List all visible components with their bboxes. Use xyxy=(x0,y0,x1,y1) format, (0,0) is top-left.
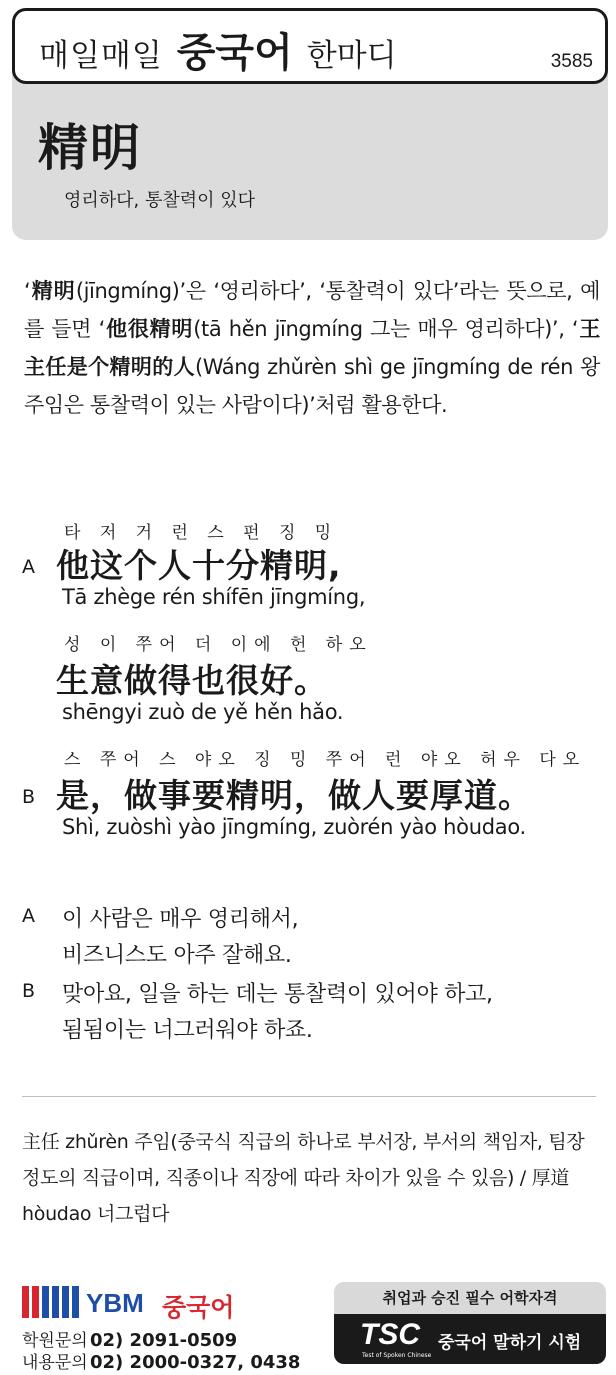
pinyin-line: Shì, zuòshì yào jīngmíng, zuòrén yào hòudao. xyxy=(62,815,526,839)
header-box xyxy=(12,8,608,84)
ybm-logo-text: YBM xyxy=(86,1288,144,1318)
explanation-text: ‘ xyxy=(24,279,31,303)
explanation-bold: 精明 xyxy=(30,279,76,303)
contact-label: 내용문의 xyxy=(22,1353,88,1373)
speaker-label: B xyxy=(22,980,36,1002)
tsc-logo: TSC xyxy=(360,1318,420,1351)
tsc-label: 중국어 말하기 시험 xyxy=(438,1333,582,1353)
contact-number: 02) 2091-0509 xyxy=(90,1330,238,1351)
translation-line: 비즈니스도 아주 잘해요. xyxy=(62,943,292,968)
tsc-bar xyxy=(334,1314,606,1364)
ybm-logo xyxy=(22,1284,262,1322)
explanation-bold: 王主任是个精明的人 xyxy=(24,317,601,379)
explanation-text: (tā hěn jīngmíng 그는 매우 영리하다)’, ‘ xyxy=(193,317,579,341)
tsc-banner xyxy=(334,1282,606,1364)
vocabulary-note: 主任 zhǔrèn 주임(중국식 직급의 하나로 부서장, 부서의 책임자, 팀장 정도의 직급이며, 직종이나 직장에 따라 차이가 있을 수 있음) / 厚道 hòudao 너그럽다 xyxy=(22,1131,585,1225)
speaker-label: A xyxy=(22,556,35,578)
speaker-label: A xyxy=(22,905,35,927)
header-title-left: 매일매일 xyxy=(39,38,163,74)
pinyin-line: shēngyi zuò de yě hěn hǎo. xyxy=(62,700,344,724)
issue-number: 3585 xyxy=(550,51,593,72)
chinese-sentence: 他这个人十分精明, xyxy=(56,546,342,585)
term-meaning: 영리하다, 통찰력이 있다 xyxy=(64,190,256,211)
translation-line: 맞아요, 일을 하는 데는 통찰력이 있어야 하고, xyxy=(62,982,493,1007)
explanation-text: (jīngmíng)’은 ‘영리하다’, ‘통찰력이 있다’라는 뜻으로, 예를 들면 ‘ xyxy=(24,279,600,341)
tsc-subtitle: Test of Spoken Chinese xyxy=(362,1352,432,1359)
chinese-sentence: 是，做事要精明，做人要厚道。 xyxy=(56,776,532,815)
header-title-mid: 중국어 xyxy=(176,30,293,76)
header-title xyxy=(39,21,397,78)
pinyin-line: Tā zhège rén shífēn jīngmíng, xyxy=(62,585,366,609)
ruby-pronunciation: 스 쭈어 스 야오 징 밍 쭈어 런 야오 허우 다오 xyxy=(64,750,587,770)
divider xyxy=(22,1096,596,1097)
speaker-label: B xyxy=(22,786,36,808)
term-hanzi: 精明 xyxy=(38,119,142,177)
chinese-sentence: 生意做得也很好。 xyxy=(56,661,328,700)
ruby-pronunciation: 성 이 쭈어 더 이에 헌 하오 xyxy=(64,635,373,655)
translation-line: 됨됨이는 너그러워야 하죠. xyxy=(62,1018,313,1043)
explanation-bold: 他很精明 xyxy=(104,317,194,341)
contact-number: 02) 2000-0327, 0438 xyxy=(90,1352,301,1373)
ybm-logo-chinese: 중국어 xyxy=(162,1293,235,1322)
explanation xyxy=(24,272,600,424)
tsc-tagline: 취업과 승진 필수 어학자격 xyxy=(382,1289,558,1307)
ybm-logo-icon xyxy=(22,1284,82,1320)
contact-content xyxy=(22,1348,300,1373)
contact-label: 학원문의 xyxy=(22,1331,88,1351)
translation-line: 이 사람은 매우 영리해서, xyxy=(62,907,299,932)
header-title-right: 한마디 xyxy=(306,38,397,74)
ruby-pronunciation: 타 저 거 런 스 펀 징 밍 xyxy=(64,523,339,543)
explanation-text: (Wáng zhǔrèn shì ge jīngmíng de rén 왕 주임은 통찰력이 있는 사람이다)’처럼 활용한다. xyxy=(24,355,600,417)
